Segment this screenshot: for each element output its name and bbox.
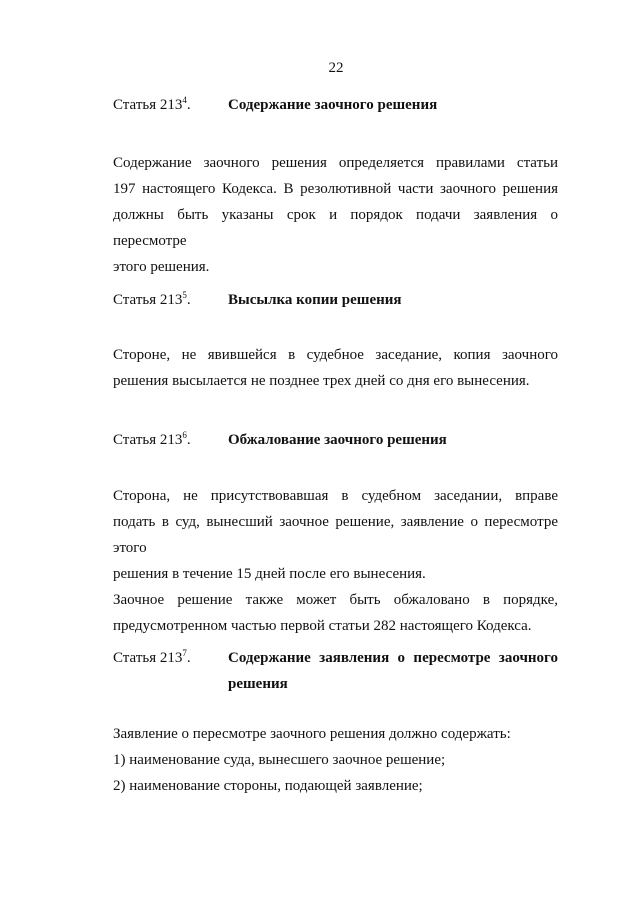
paragraph-line: подать в суд, вынесший заочное решение, заявление о пересмотре этого [113,514,558,556]
article-title: Высылка копии решения [228,292,402,308]
paragraph-line: решения в течение 15 дней после его вынесения. [113,566,426,582]
paragraph-line: предусмотренном частью первой статьи 282 настоящего Кодекса. [113,618,532,634]
list-item: 1) наименование суда, вынесшего заочное решение; [113,752,446,768]
article-heading-213-6 [113,427,558,453]
article-heading-213-4 [113,92,558,118]
paragraph-line: Содержание заочного решения определяется правилами статьи [113,155,558,171]
paragraph-line: решения высылается не позднее трех дней со дня его вынесения. [113,373,530,389]
list-item: 2) наименование стороны, подающей заявление; [113,778,423,794]
article-body-213-4 [113,150,558,280]
article-body-213-5 [113,342,558,394]
article-title-line: Содержание заявления о пересмотре заочного [228,650,558,666]
page-number: 22 [328,60,344,76]
article-title [228,645,558,697]
article-heading-213-7 [113,645,558,697]
article-label: Статья $213^7$. [113,648,191,666]
paragraph-line: Стороне, не явившейся в судебное заседание, копия заочного [113,347,558,363]
article-label: Статья $213^5$. [113,290,191,308]
article-body-213-6 [113,483,558,639]
article-label: Статья $213^4$. [113,95,191,113]
paragraph-line: 197 настоящего Кодекса. В резолютивной части заочного решения [113,181,558,197]
paragraph-line: этого решения. [113,259,210,275]
article-body-213-7 [113,721,558,799]
paragraph-line: Заявление о пересмотре заочного решения должно содержать: [113,726,511,742]
paragraph-line: Сторона, не присутствовавшая в судебном заседании, вправе [113,488,558,504]
paragraph-line: должны быть указаны срок и порядок подачи заявления о пересмотре [113,207,558,249]
article-heading-213-5 [113,287,558,313]
article-title: Содержание заочного решения [228,97,438,113]
article-label: Статья $213^6$. [113,430,191,448]
paragraph-line: Заочное решение также может быть обжаловано в порядке, [113,592,558,608]
article-title-line: решения [228,676,288,692]
article-title: Обжалование заочного решения [228,432,447,448]
